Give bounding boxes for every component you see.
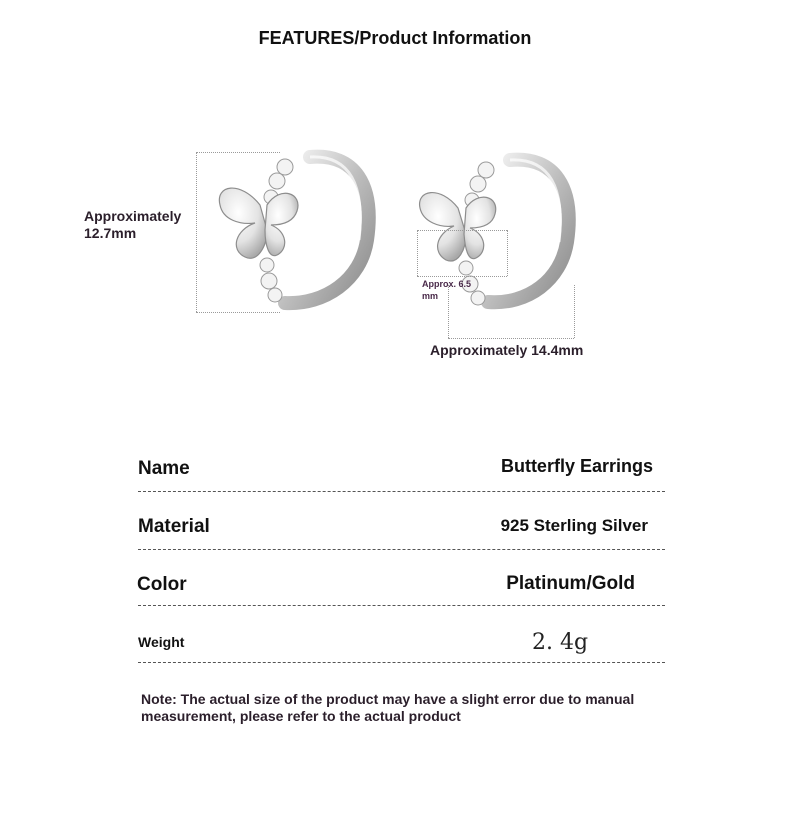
spec-name-value: Butterfly Earrings (500, 456, 653, 476)
width-dimension-left (448, 285, 449, 338)
spec-material-label: Material (138, 516, 210, 537)
spec-weight-value: 2. 4g (532, 630, 589, 655)
butterfly-dimension-right (507, 230, 508, 276)
butterfly-dimension-left (417, 230, 418, 276)
butterfly-label-line1: Approx. 6.5 (422, 279, 472, 289)
spec-weight-label: Weight (138, 634, 185, 650)
spec-color-value: Platinum/Gold (506, 573, 635, 594)
width-dimension-bottom (448, 338, 574, 339)
spec-divider (138, 491, 665, 492)
earring-left-graphic (205, 145, 385, 325)
earring-left-image (205, 145, 385, 325)
spec-divider (138, 549, 665, 550)
measurement-note: Note: The actual size of the product may have a slight error due to manual measurement, please refer to the actual product (141, 691, 635, 724)
spec-divider (138, 662, 665, 663)
page-title: FEATURES/Product Information (258, 28, 532, 48)
height-label-line2: 12.7mm (84, 225, 137, 241)
spec-color-label: Color (137, 574, 187, 595)
butterfly-dimension-label (422, 278, 471, 302)
spec-name-label: Name (138, 458, 190, 479)
height-dimension-label (84, 208, 181, 242)
width-dimension-right (574, 285, 575, 338)
width-dimension-label: Approximately 14.4mm (430, 342, 584, 358)
butterfly-dimension-bottom (417, 276, 507, 277)
height-dimension-vertical (196, 152, 197, 312)
height-dimension-top (196, 152, 280, 153)
butterfly-label-line2: mm (422, 291, 439, 301)
spec-material-value: 925 Sterling Silver (500, 516, 648, 535)
spec-divider (138, 605, 665, 606)
height-dimension-bottom (196, 312, 280, 313)
butterfly-dimension-top (417, 230, 507, 231)
height-label-line1: Approximately (84, 208, 182, 224)
